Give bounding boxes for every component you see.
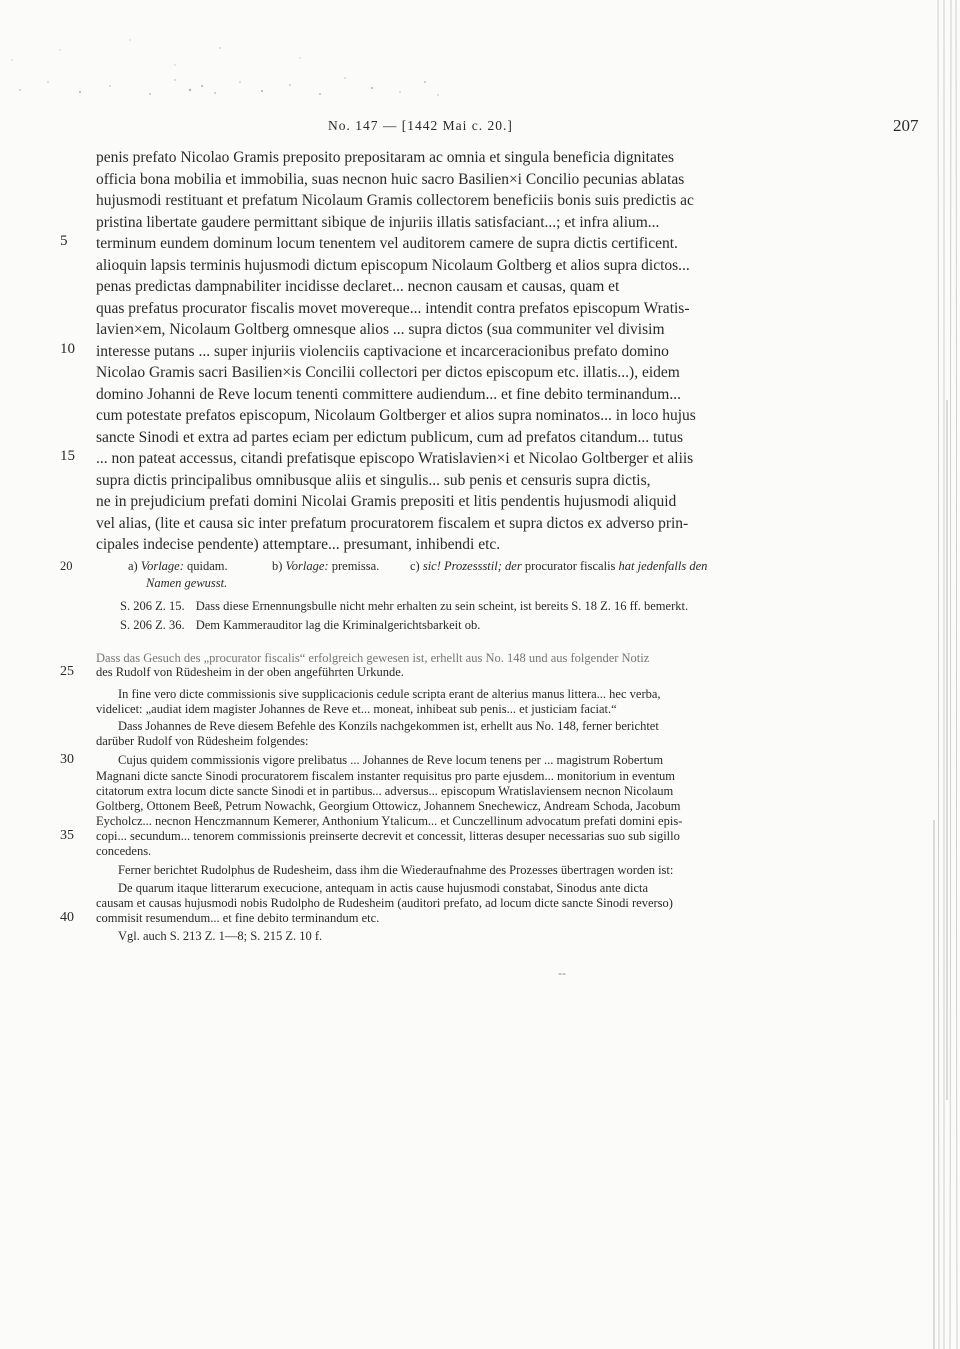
- main-text-line: lavien×em, Nicolaum Goltberg omnesque alios ... supra dictos (sua communiter vel divisim: [96, 321, 665, 338]
- main-text-line: cum potestate prefatos episcopum, Nicolaum Goltberger et alios supra nominatos... in loco hujus: [96, 407, 696, 424]
- main-text-line: ne in prejudicium prefati domini Nicolai Gramis prepositi et litis pendentis hujusmodi aliquid: [96, 493, 677, 510]
- document-number-date: No. 147 — [1442 Mai c. 20.]: [328, 118, 513, 133]
- main-text-line: supra dictis principalibus omnibusque aliis et singulis... sub penis et censuris supra dictis,: [96, 471, 651, 489]
- footnote-c-tail2: Namen gewusst.: [146, 576, 228, 590]
- main-text-line: hujusmodi restituant et prefatum Nicolaum Gramis collectorem beneficiis bonis suis predictis ac: [96, 192, 694, 209]
- footnote-b-text: premissa.: [331, 559, 380, 573]
- commentary-line: Eycholcz... necnon Henczmannum Kemerer, Anthonium Ytalicum... et Cunczellinum advocatum prefati domini epis-: [96, 814, 683, 828]
- main-text-line: sancte Sinodi et extra ad partes eciam per edictum publicum, cum ad prefatos citandum... tutus: [96, 428, 684, 446]
- footnote-c-continuation: [146, 575, 227, 592]
- footnote-c-text: procurator fiscalis: [524, 559, 616, 573]
- end-mark: --: [558, 966, 566, 980]
- main-text-line: penas predictas dampnabiliter incidisse declaret... necnon causam et causas, quam et: [96, 278, 620, 295]
- footnote-b-mark: b): [272, 559, 283, 573]
- line-number: 30: [60, 752, 74, 767]
- commentary-line: De quarum itaque litterarum execucione, antequam in actis cause hujusmodi constabat, Sinodus ante dicta: [118, 881, 649, 895]
- commentary-line: videlicet: „audiat idem magister Johannes de Reve et... moneat, inhibeat sub penis... et justiciam faciat.“: [96, 702, 617, 716]
- footnote-b-label: Vorlage:: [285, 559, 329, 573]
- line-number: 5: [60, 233, 68, 249]
- commentary-line: citatorum extra locum dicte sancte Sinodi et in partibus... adversus... episcopum Wratislaviensem necnon Nicolaum: [96, 784, 674, 798]
- main-text-line: officia bona mobilia et immobilia, suas necnon huic sacro Basilien×i Concilio pecunias ablatas: [96, 170, 685, 188]
- main-text-line: cipales indecise pendente) attemptare... presumant, inhibendi etc.: [96, 536, 501, 553]
- footnote-c-label: sic! Prozessstil; der: [422, 559, 522, 573]
- line-number: 40: [60, 910, 74, 925]
- commentary-line: concedens.: [96, 844, 152, 858]
- commentary-line: commisit resumendum... et fine debito terminandum etc.: [96, 911, 380, 925]
- commentary-line: Vgl. auch S. 213 Z. 1—8; S. 215 Z. 10 f.: [118, 929, 323, 943]
- reference-1-location: S. 206 Z. 15.: [120, 599, 185, 613]
- scan-right-edge: [920, 0, 960, 1349]
- main-text-line: domino Johanni de Reve locum tenenti committere audiendum... et fine debito terminandum...: [96, 385, 681, 403]
- commentary-line: copi... secundum... tenorem commissionis preinserte decrevit et concessit, litteras desuper necessarias suo sub sigillo: [96, 829, 680, 843]
- footnote-c-mark: c): [410, 559, 420, 573]
- footnote-a-label: Vorlage:: [140, 559, 184, 573]
- main-text-line: vel alias, (lite et causa sic inter prefatum procuratorem fiscalem et supra dictos ex adverso prin-: [96, 514, 689, 532]
- footnote-a-mark: a): [128, 559, 138, 573]
- footnote-c: [410, 558, 707, 575]
- main-text-line: Nicolao Gramis sacri Basilien×is Concilii collectori per dictos episcopum etc. illatis...), eidem: [96, 364, 680, 381]
- main-text-line: interesse putans ... super injuriis violenciis captivacione et incarceracionibus prefato domino: [96, 342, 669, 360]
- line-number: 10: [60, 340, 75, 357]
- line-number: 15: [60, 448, 75, 464]
- reference-1: [120, 598, 688, 615]
- commentary-line: Ferner berichtet Rudolphus de Rudesheim, dass ihm die Wiederaufnahme des Prozesses übertragen worden ist:: [118, 863, 674, 877]
- main-text-line: pristina libertate gaudere permittant sibique de injuriis illatis satisfaciant...; et infra alium...: [96, 213, 660, 231]
- commentary-line: Magnani dicte sancte Sinodi procuratorem fiscalem instanter requisitus pro parte ejusdem... monitorium in eventum: [96, 769, 676, 783]
- commentary-line: In fine vero dicte commissionis sive supplicacionis cedule scripta erant de alterius manus littera... hec verba,: [118, 687, 661, 701]
- reference-2-text: Dem Kammerauditor lag die Kriminalgerichtsbarkeit ob.: [195, 618, 481, 632]
- scan-speckle-noise: [0, 20, 480, 110]
- commentary-line: causam et causas hujusmodi nobis Rudolpho de Rudesheim (auditori prefato, ad locum dicte sancte Sinodi reverso): [96, 896, 673, 910]
- line-number: 25: [60, 664, 74, 679]
- main-text-line: ... non pateat accessus, citandi prefatisque episcopo Wratislavien×i et Nicolao Goltberger et aliis: [96, 450, 694, 467]
- page-number: 207: [893, 116, 919, 135]
- commentary-line: Dass Johannes de Reve diesem Befehle des Konzils nachgekommen ist, erhellt aus No. 148, ferner berichtet: [118, 719, 659, 733]
- footnote-b: [272, 558, 379, 575]
- page-header: [0, 118, 960, 140]
- footnote-a: [128, 558, 228, 575]
- footnote-a-text: quidam.: [187, 559, 228, 573]
- commentary-line: Dass das Gesuch des „procurator fiscalis“ erfolgreich gewesen ist, erhellt aus No. 148 und aus folgender Notiz: [96, 651, 650, 665]
- line-number: 35: [60, 828, 74, 843]
- footnote-line-number: 20: [60, 559, 73, 573]
- reference-2-location: S. 206 Z. 36.: [120, 618, 185, 632]
- footnote-c-tail: hat jedenfalls den: [618, 559, 708, 573]
- commentary-line: darüber Rudolf von Rüdesheim folgendes:: [96, 734, 309, 748]
- reference-2: [120, 617, 480, 634]
- commentary-line: des Rudolf von Rüdesheim in der oben angeführten Urkunde.: [96, 665, 404, 679]
- main-text-line: alioquin lapsis terminis hujusmodi dictum episcopum Nicolaum Goltberg et alios supra dictos...: [96, 256, 690, 274]
- main-text-line: quas prefatus procurator fiscalis movet movereque... intendit contra prefatos episcopum Wratis-: [96, 299, 690, 317]
- commentary-line: Goltberg, Ottonem Beeß, Petrum Nowachk, Georgium Ottowicz, Johannem Snechewicz, Andream Schoda, Jacobum: [96, 799, 681, 813]
- reference-1-text: Dass diese Ernennungsbulle nicht mehr erhalten zu sein scheint, ist bereits S. 18 Z. 16 ff. bemerkt.: [195, 599, 689, 613]
- commentary-line: Cujus quidem commissionis vigore prelibatus ... Johannes de Reve locum tenens per ... magistrum Robertum: [118, 753, 664, 767]
- main-text-line: terminum eundem dominum locum tenentem vel auditorem camere de supra dictis certificent.: [96, 235, 678, 252]
- main-text-line: penis prefato Nicolao Gramis preposito prepositaram ac omnia et singula beneficia dignitates: [96, 149, 675, 166]
